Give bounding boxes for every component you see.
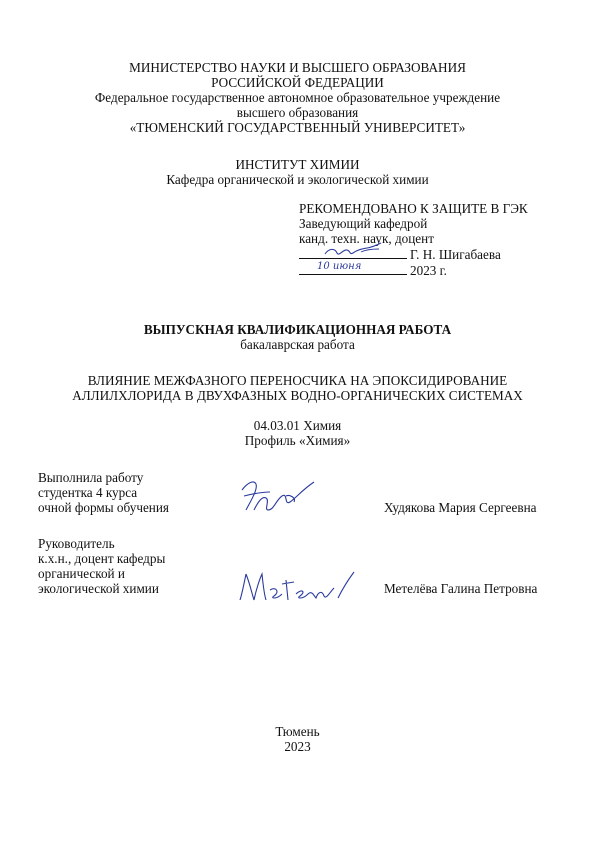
specialty-profile: Профиль «Химия» [244,433,351,448]
specialty-code: 04.03.01 Химия [253,418,342,433]
author-name: Худякова Мария Сергеевна [384,500,537,515]
header-line: высшего образования [236,105,359,120]
topic-line: ВЛИЯНИЕ МЕЖФАЗНОГО ПЕРЕНОСЧИКА НА ЭПОКСИДИРОВАНИЕ [87,373,508,388]
approval-signer: Г. Н. Шигабаева [410,247,501,262]
handwritten-date: 10 июня [317,261,362,272]
author-label [38,470,169,515]
head-signature [323,240,383,260]
footer-block [0,724,595,754]
header-line: Федеральное государственное автономное образовательное учреждение [94,90,501,105]
author-label-line: студентка 4 курса [38,485,138,500]
ministry-header [0,60,595,135]
approval-title: РЕКОМЕНДОВАНО К ЗАЩИТЕ В ГЭК [299,201,528,216]
header-line: МИНИСТЕРСТВО НАУКИ И ВЫСШЕГО ОБРАЗОВАНИЯ [129,60,466,75]
topic-line: АЛЛИЛХЛОРИДА В ДВУХФАЗНЫХ ВОДНО-ОРГАНИЧЕСКИХ СИСТЕМАХ [72,388,523,403]
supervisor-name: Метелёва Галина Петровна [384,581,538,596]
department-name: Кафедра органической и экологической химии [166,172,429,187]
work-type: ВЫПУСКНАЯ КВАЛИФИКАЦИОННАЯ РАБОТА [143,322,452,337]
approval-degree: канд. техн. наук, доцент [299,231,434,246]
header-line: РОССИЙСКОЙ ФЕДЕРАЦИИ [211,75,384,90]
date-line [299,262,407,275]
supervisor-label [38,536,165,596]
head-signature-line [299,246,407,259]
author-label-line: Выполнила работу [38,470,144,485]
approval-block [299,201,528,278]
footer-year: 2023 [284,739,311,754]
supervisor-label-line: органической и [38,566,125,581]
author-label-line: очной формы обучения [38,500,169,515]
specialty-block [0,418,595,448]
approval-year: 2023 г. [410,263,447,278]
institute-name: ИНСТИТУТ ХИМИИ [235,157,360,172]
author-signature [236,472,326,520]
work-type-block [0,322,595,352]
header-line: «ТЮМЕНСКИЙ ГОСУДАРСТВЕННЫЙ УНИВЕРСИТЕТ» [129,120,466,135]
approval-date-row [299,262,528,278]
supervisor-label-line: экологической химии [38,581,159,596]
approval-role: Заведующий кафедрой [299,216,428,231]
supervisor-label-line: Руководитель [38,536,115,551]
supervisor-signature [236,566,361,606]
work-subtype: бакалаврская работа [240,337,355,352]
institute-block [0,157,595,187]
footer-city: Тюмень [275,724,320,739]
work-topic [0,373,595,403]
supervisor-label-line: к.х.н., доцент кафедры [38,551,166,566]
